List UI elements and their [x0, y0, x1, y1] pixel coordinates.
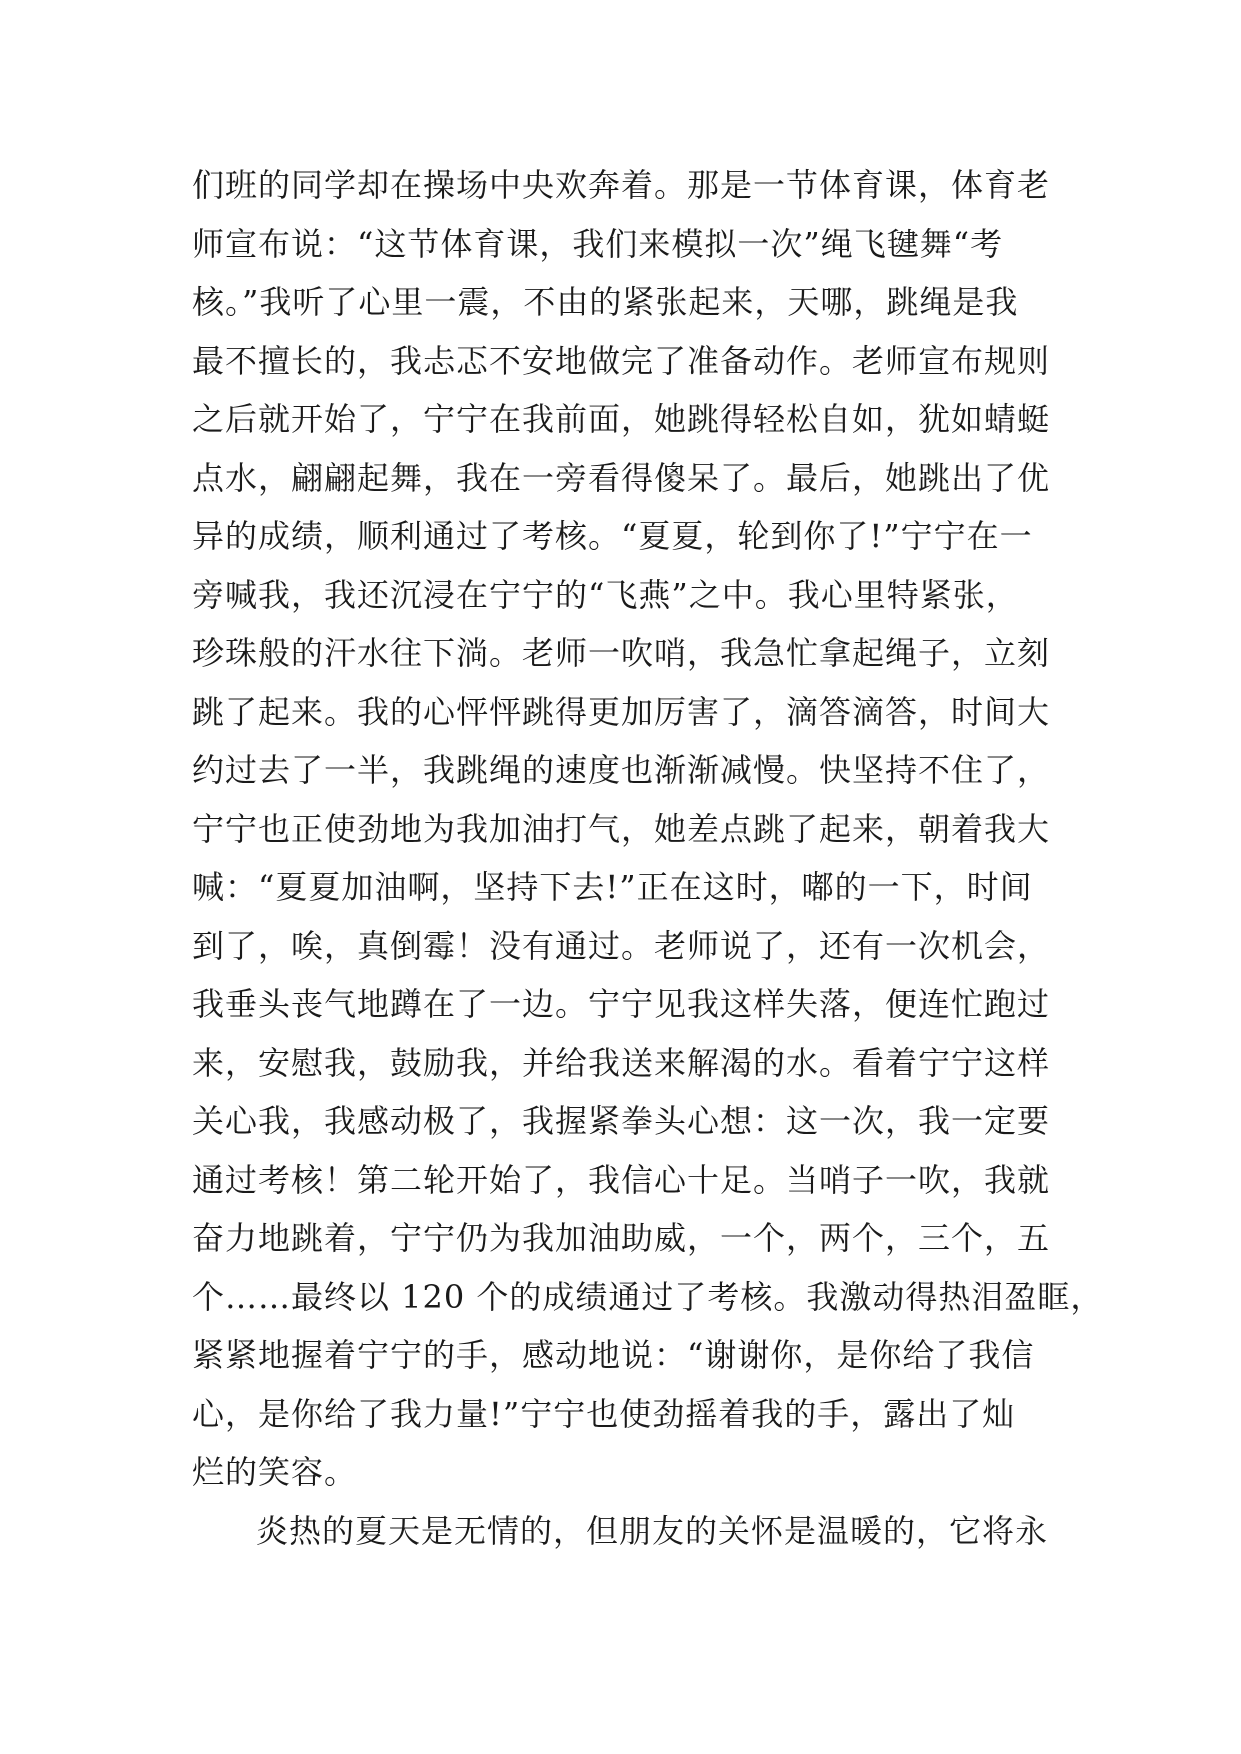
text-line: 到了，唉，真倒霉！没有通过。老师说了，还有一次机会，	[192, 926, 1051, 965]
text-line: 之后就开始了，宁宁在我前面，她跳得轻松自如，犹如蜻蜓	[192, 400, 1051, 438]
text-line: 奋力地跳着，宁宁仍为我加油助威，一个，两个，三个，五	[192, 1219, 1051, 1257]
text-line: 宁宁也正使劲地为我加油打气，她差点跳了起来，朝着我大	[192, 809, 1051, 848]
paragraph-start-line: 炎热的夏天是无情的，但朋友的关怀是温暖的，它将永	[256, 1511, 1049, 1550]
text-line: 通过考核！第二轮开始了，我信心十足。当哨子一吹，我就	[192, 1160, 1051, 1199]
text-line: 关心我，我感动极了，我握紧拳头心想：这一次，我一定要	[192, 1102, 1051, 1140]
text-line: 紧紧地握着宁宁的手，感动地说：“谢谢你，是你给了我信	[192, 1336, 1035, 1374]
text-line: 个……最终以 120 个的成绩通过了考核。我激动得热泪盈眶，	[192, 1277, 1104, 1316]
text-line: 异的成绩，顺利通过了考核。“夏夏，轮到你了!”宁宁在一	[192, 517, 1033, 555]
text-line: 核。”我听了心里一震，不由的紧张起来，天哪，跳绳是我	[192, 283, 1019, 321]
text-line: 旁喊我，我还沉浸在宁宁的“飞燕”之中。我心里特紧张，	[192, 575, 1019, 614]
text-line: 点水，翩翩起舞，我在一旁看得傻呆了。最后，她跳出了优	[192, 458, 1051, 497]
text-line: 们班的同学却在操场中央欢奔着。那是一节体育课，体育老	[192, 166, 1051, 204]
text-line: 喊：“夏夏加油啊，坚持下去!”正在这时，嘟的一下，时间	[192, 868, 1033, 906]
text-line: 我垂头丧气地蹲在了一边。宁宁见我这样失落，便连忙跑过	[192, 985, 1051, 1023]
text-line: 约过去了一半，我跳绳的速度也渐渐减慢。快坚持不住了，	[192, 751, 1051, 789]
text-line: 跳了起来。我的心怦怦跳得更加厉害了，滴答滴答，时间大	[192, 692, 1051, 731]
paragraph-end-line: 烂的笑容。	[192, 1453, 358, 1491]
text-line: 最不擅长的，我忐忑不安地做完了准备动作。老师宣布规则	[192, 341, 1051, 380]
document-body	[192, 156, 1104, 1560]
text-line: 师宣布说：“这节体育课，我们来模拟一次”绳飞毽舞“考	[192, 224, 1004, 263]
text-line: 来，安慰我，鼓励我，并给我送来解渴的水。看着宁宁这样	[192, 1043, 1051, 1082]
text-line: 心，是你给了我力量!”宁宁也使劲摇着我的手，露出了灿	[192, 1394, 1016, 1433]
text-line: 珍珠般的汗水往下淌。老师一吹哨，我急忙拿起绳子，立刻	[192, 634, 1051, 672]
